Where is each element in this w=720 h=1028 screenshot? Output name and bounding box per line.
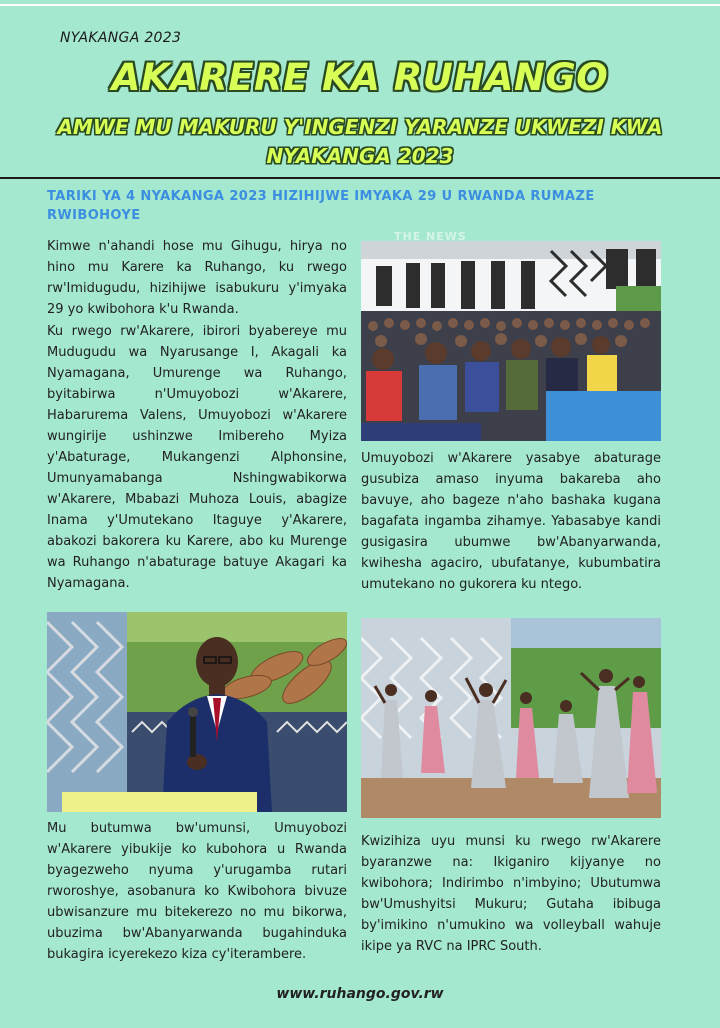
photo-dancers [361,618,661,818]
article-paragraph-1: Kimwe n'ahandi hose mu Gihugu, hirya no hino mu Karere ka Ruhango, ku rwego rw'Imidugudu, hizihijwe isabukuru y'imyaka 29 yo kwibohora k'u Rwanda. [47,239,347,317]
header-rule [0,177,720,179]
website-link[interactable]: www.ruhango.gov.rw [276,986,444,1002]
article-paragraph-2: Ku rwego rw'Akarere, ibirori byabereye mu Mudugudu wa Nyarusange I, Akagali ka Nyamagana, Umurenge wa Ruhango, byitabirwa n'Umuyobozi w'Akarere, Habarurema Valens, Umuyobozi w'Akarere wungirije ushinzwe Imibereho Myiza y'Abaturage, Mukangenzi Alphonsine, Umunyamabanga Nshingwabikorwa w'Akarere, Mbabazi Muhoza Louis, abagize Inama y'Umutekano Itaguye y'Akarere, abakozi bakorera ku Karere, abo ku Murenge wa Ruhango n'abaturage batuye Akagari ka Nyamagana. [47,324,347,591]
article-paragraph-4: Mu butumwa bw'umunsi, Umuyobozi w'Akarere yibukije ko kubohora u Rwanda byagezweho nyuma y'urugamba rutari rworoshye, asobanura ko Kwibohora bivuze ubwisanzure mu bitekerezo no mu bikorwa, ubuzima bw'Abanyarwanda bugahinduka bukagira icyerekezo kiza cy'iterambere. [47,821,347,962]
page-title: AKARERE KA RUHANGO [111,56,609,99]
photo-audience [361,241,661,441]
issue-date: NYAKANGA 2023 [60,30,182,46]
article-headline: TARIKI YA 4 NYAKANGA 2023 HIZIHIJWE IMYAKA 29 U RWANDA RUMAZE RWIBOHOYE [47,189,595,223]
article-paragraph-3: Umuyobozi w'Akarere yasabye abaturage gusubiza amaso inyuma bakareba aho bavuye, aho bageze n'aho bashaka kugana bagafata ingamba zihamye. Yabasabye kandi gusigasira ubumwe bw'Abanyarwanda, kwihesha agaciro, ubufatanye, kubumbatira umutekano no gukorera ku ntego. [361,451,661,592]
photo-watermark: THE NEWS [394,230,467,243]
page-subtitle: AMWE MU MAKURU Y'INGENZI YARANZE UKWEZI KWA NYAKANGA 2023 [57,115,663,168]
top-divider [0,4,720,6]
article-paragraph-5: Kwizihiza uyu munsi ku rwego rw'Akarere byaranzwe na: Ikiganiro kijyanye no kwibohora; Indirimbo n'imbyino; Ubutumwa bw'Umushyitsi Mukuru; Gutaha ibibuga by'imikino n'umukino wa volleyball wahuje ikipe ya RVC na IPRC South. [361,834,661,954]
photo-speaker [47,612,347,812]
